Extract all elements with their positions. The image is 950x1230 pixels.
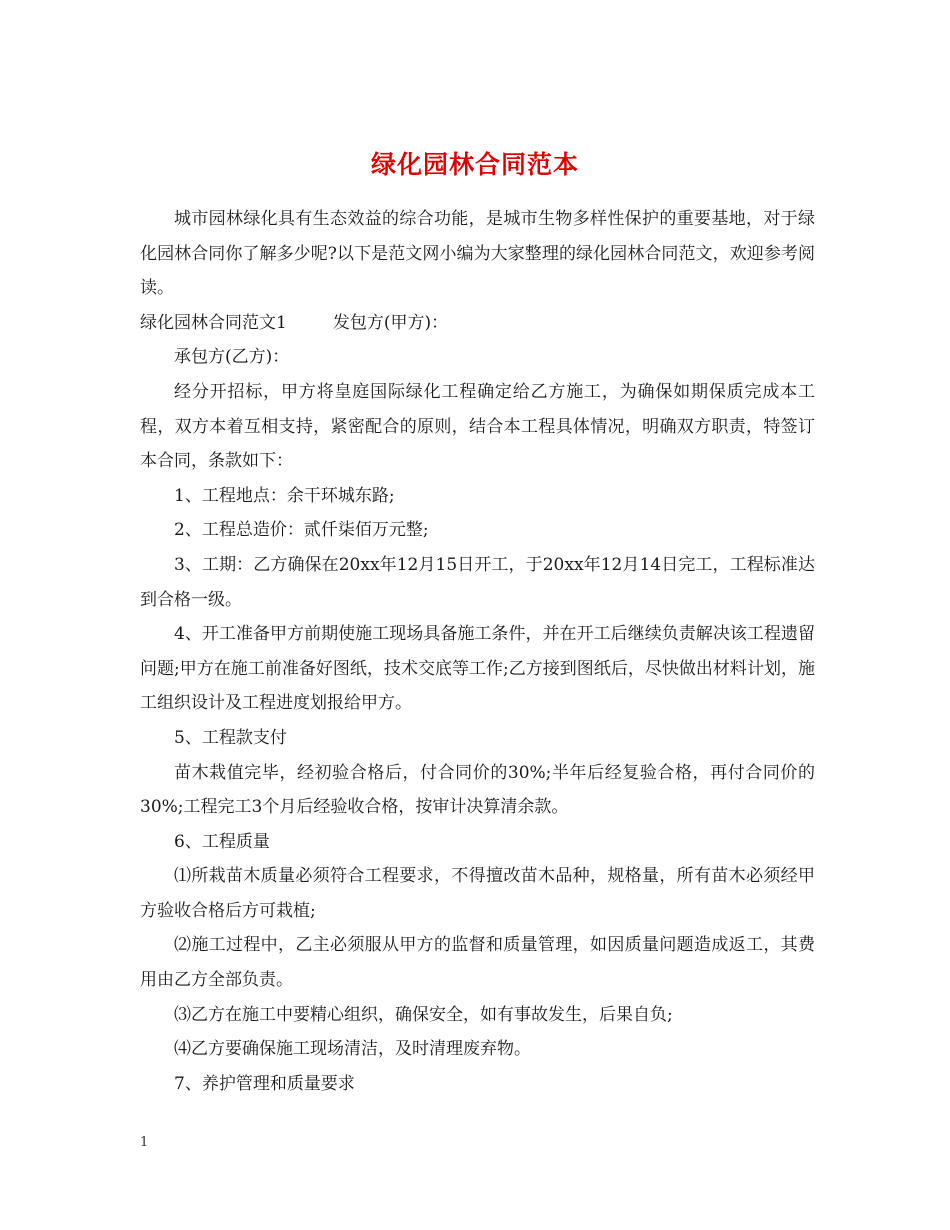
clause-5-body: 苗木栽值完毕，经初验合格后，付合同价的30%;半年后经复验合格，再付合同价的30%;工程完工3个月后经验收合格，按审计决算清余款。 [140, 762, 815, 818]
preamble-paragraph: 经分开招标，甲方将皇庭国际绿化工程确定给乙方施工，为确保如期保质完成本工程，双方本着互相支持，紧密配合的原则，结合本工程具体情况，明确双方职责，特签订本合同，条款如下： [140, 381, 815, 472]
page-number: 1 [140, 1135, 149, 1150]
clause-6-2: ⑵施工过程中，乙主必须服从甲方的监督和质量管理，如因质量问题造成返工，其费用由乙方全部负责。 [140, 935, 815, 991]
clause-3: 3、工期：乙方确保在20xx年12月15日开工，于20xx年12月14日完工，工程标准达到合格一级。 [140, 554, 815, 610]
clause-6-4: ⑷乙方要确保施工现场清洁，及时清理废弃物。 [174, 1039, 531, 1060]
document-title: 绿化园林合同范本 [370, 149, 579, 179]
sample-heading-line [140, 306, 815, 341]
clause-6-title: 6、工程质量 [174, 831, 270, 852]
party-b-label: 承包方(乙方)： [174, 347, 290, 368]
clause-2: 2、工程总造价：贰仟柒佰万元整; [174, 520, 429, 541]
intro-paragraph: 城市园林绿化具有生态效益的综合功能，是城市生物多样性保护的重要基地，对于绿化园林合同你了解多少呢?以下是范文网小编为大家整理的绿化园林合同范文，欢迎参考阅读。 [140, 209, 815, 299]
party-a-label: 发包方(甲方)： [332, 312, 449, 333]
clause-7-title: 7、养护管理和质量要求 [174, 1073, 355, 1094]
clause-5-title: 5、工程款支付 [174, 727, 287, 748]
document-body [140, 202, 815, 1101]
clause-6-1: ⑴所栽苗木质量必须符合工程要求，不得擅改苗木品种，规格量，所有苗木必须经甲方验收合格后方可栽植; [140, 866, 815, 921]
clause-1: 1、工程地点：余干环城东路; [174, 485, 395, 506]
clause-6-3: ⑶乙方在施工中要精心组织，确保安全，如有事故发生，后果自负; [174, 1004, 673, 1025]
sample-heading: 绿化园林合同范文1 [140, 312, 287, 333]
clause-4: 4、开工准备甲方前期使施工现场具备施工条件，并在开工后继续负责解决该工程遗留问题;甲方在施工前准备好图纸，技术交底等工作;乙方接到图纸后，尽快做出材料计划，施工组织设计及工程进度划报给甲方。 [140, 624, 815, 714]
